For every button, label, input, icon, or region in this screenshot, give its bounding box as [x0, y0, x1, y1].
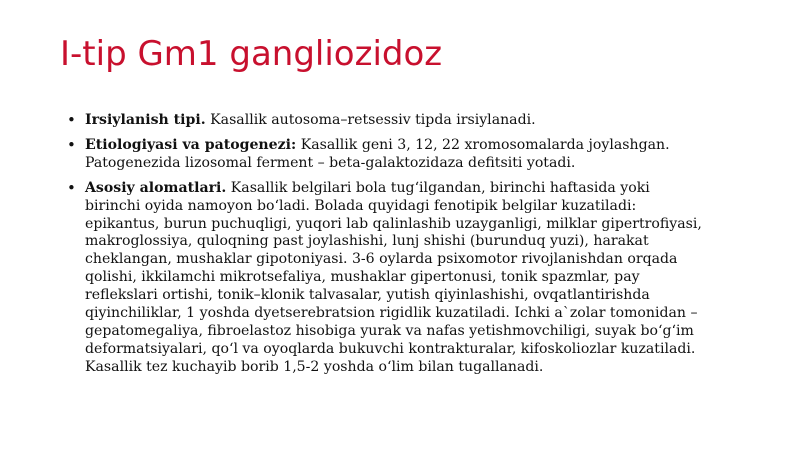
bullet-line [85, 137, 732, 155]
bullet-text: gepatomegaliya, fibroelastoz hisobiga yurak va nafas yetishmovchiligi, suyak bo‘g‘im [85, 322, 694, 339]
bullet-dot-icon: • [67, 178, 76, 197]
bullet-dot-icon: • [67, 135, 76, 154]
bullet-term: Etiologiyasi va patogenezi: [85, 136, 297, 153]
bullet-text: birinchi oyida namoyon bo‘ladi. Bolada quyidagi fenotipik belgilar kuzatiladi: [85, 197, 637, 214]
bullet-text: reflekslari ortishi, tonik–klonik talvasalar, yutish qiyinlashishi, ovqatlantirishda [85, 287, 650, 304]
bullet-text: epikantus, burun puchuqligi, yuqori lab qalinlashib uzayganligi, milklar gipertrofiyasi, [85, 215, 702, 232]
bullet-symptoms [66, 180, 732, 377]
bullet-dot-icon: • [67, 111, 76, 129]
bullet-etiology [66, 137, 732, 173]
bullet-text: Kasallik tez kuchayib borib 1,5-2 yoshda o‘lim bilan tugallanadi. [85, 358, 544, 375]
bullet-text: qiyinchiliklar, 1 yoshda dyetserebratsion rigidlik kuzatiladi. Ichki a`zolar tomonidan – [85, 305, 698, 322]
bullet-text: qolishi, ikkilamchi mikrotsefaliya, mushaklar gipertonusi, tonik spazmlar, pay [85, 269, 640, 286]
bullet-heredity [66, 112, 732, 130]
bullet-list [66, 112, 732, 384]
bullet-text: Kasallik autosoma–retsessiv tipda irsiylanadi. [210, 112, 536, 128]
bullet-line [85, 112, 732, 130]
bullet-term: Asosiy alomatlari. [85, 179, 227, 196]
bullet-text: makroglossiya, quloqning past joylashishi, lunj shishi (burunduq yuzi), harakat [85, 233, 649, 250]
slide-title: I-tip Gm1 gangliozidoz [60, 34, 443, 74]
bullet-text: Kasallik belgilari bola tug‘ilgandan, birinchi haftasida yoki [230, 179, 650, 196]
bullet-term: Irsiylanish tipi. [85, 112, 206, 128]
bullet-line [85, 180, 732, 198]
bullet-text: Patogenezida lizosomal ferment – beta-galaktozidaza defitsiti yotadi. [85, 154, 576, 171]
bullet-text: deformatsiyalari, qo‘l va oyoqlarda bukuvchi kontrakturalar, kifoskoliozlar kuzatiladi. [85, 340, 696, 357]
bullet-text: Kasallik geni 3, 12, 22 xromosomalarda joylashgan. [300, 136, 670, 153]
bullet-text: cheklangan, mushaklar gipotoniyasi. 3-6 oylarda psixomotor rivojlanishdan orqada [85, 251, 678, 268]
